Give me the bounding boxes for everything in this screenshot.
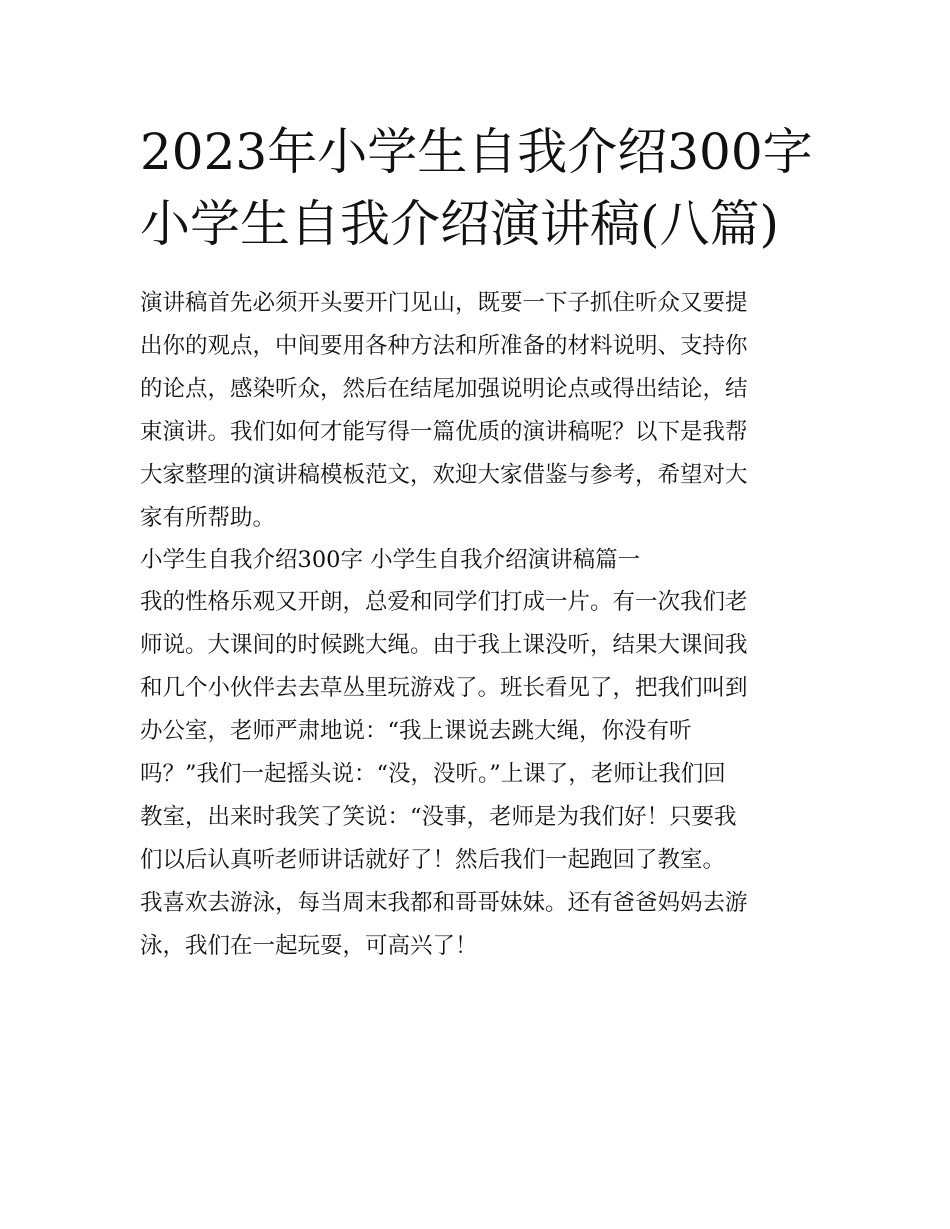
intro-line-2: 出你的观点，中间要用各种方法和所准备的材料说明、支持你 xyxy=(140,333,748,359)
story-paragraph xyxy=(140,581,820,882)
story-line-7: 们以后认真听老师讲话就好了！然后我们一起跑回了教室。 xyxy=(140,847,726,873)
intro-line-4: 束演讲。我们如何才能写得一篇优质的演讲稿呢？以下是我帮 xyxy=(140,419,748,445)
intro-line-3: 的论点，感染听众，然后在结尾加强说明论点或得出结论，结 xyxy=(140,376,748,402)
story-line-4: 办公室，老师严肃地说：“我上课说去跳大绳，你没有听 xyxy=(140,718,692,744)
intro-line-5: 大家整理的演讲稿模板范文，欢迎大家借鉴与参考，希望对大 xyxy=(140,462,748,488)
section-heading: 小学生自我介绍300字 小学生自我介绍演讲稿篇一 xyxy=(140,547,641,573)
title-line-1: 2023年小学生自我介绍300字 xyxy=(140,123,813,181)
title-line-2: 小学生自我介绍演讲稿(八篇) xyxy=(140,195,780,253)
story-line-3: 和几个小伙伴去去草丛里玩游戏了。班长看见了，把我们叫到 xyxy=(140,675,748,701)
swim-paragraph xyxy=(140,882,820,968)
intro-line-6: 家有所帮助。 xyxy=(140,505,276,531)
document-body xyxy=(140,282,820,968)
swim-line-1: 我喜欢去游泳，每当周末我都和哥哥妹妹。还有爸爸妈妈去游 xyxy=(140,890,748,916)
intro-line-1: 演讲稿首先必须开头要开门见山，既要一下子抓住听众又要提 xyxy=(140,290,748,316)
story-line-6: 教室，出来时我笑了笑说：“没事，老师是为我们好！只要我 xyxy=(140,804,737,830)
intro-paragraph xyxy=(140,282,820,540)
swim-line-2: 泳，我们在一起玩耍，可高兴了！ xyxy=(140,933,478,959)
story-line-5: 吗？”我们一起摇头说：“没，没听。”上课了，老师让我们回 xyxy=(140,761,726,787)
document-title xyxy=(140,116,820,260)
story-line-2: 师说。大课间的时候跳大绳。由于我上课没听，结果大课间我 xyxy=(140,632,748,658)
story-line-1: 我的性格乐观又开朗，总爱和同学们打成一片。有一次我们老 xyxy=(140,589,748,615)
